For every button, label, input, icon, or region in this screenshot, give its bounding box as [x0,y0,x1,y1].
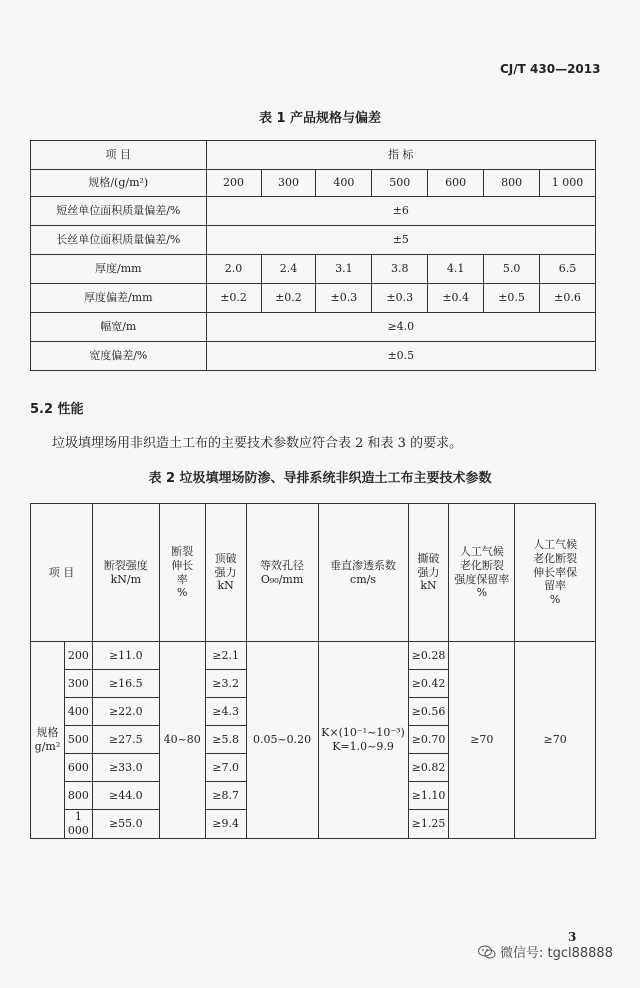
table1-merged-cell: ≥4.0 [206,313,595,342]
table1-cell: 300 [261,170,316,197]
table2-burst-cell: ≥8.7 [205,782,246,810]
table1-cell: 200 [206,170,261,197]
table1-cell: ±0.6 [540,284,596,313]
table2-strength-cell: ≥33.0 [92,754,159,782]
table1-caption: 表 1 产品规格与偏差 [258,111,382,126]
table1-merged-cell: ±0.5 [206,342,595,371]
table2-head-strength: 断裂强度 kN/m [92,504,159,642]
table2-head-pore: 等效孔径 O₉₀/mm [246,504,318,642]
table2 [30,503,596,839]
table2-tear-cell: ≥0.42 [408,670,449,698]
table1-row-label: 宽度偏差/% [31,342,207,371]
table1-cell: 600 [428,170,484,197]
table2-head-elongation: 断裂 伸长 率 % [159,504,205,642]
table2-spec-cell: 500 [64,726,92,754]
table1-cell: ±0.2 [261,284,316,313]
table1-cell: 2.0 [206,255,261,284]
table2-pore-cell: 0.05~0.20 [246,642,318,839]
wechat-icon [478,945,496,959]
table2-burst-cell: ≥9.4 [205,810,246,839]
table1-merged-cell: ±5 [206,226,595,255]
table2-strength-cell: ≥27.5 [92,726,159,754]
page-number: 3 [568,930,577,944]
table1-merged-cell: ±6 [206,197,595,226]
table2-strength-cell: ≥55.0 [92,810,159,839]
table1-row-label: 短丝单位面积质量偏差/% [31,197,207,226]
table1-row-label: 幅宽/m [31,313,207,342]
table1-head-item: 项 目 [31,141,207,170]
table2-strength-cell: ≥11.0 [92,642,159,670]
table2-head-item: 项 目 [31,504,93,642]
table2-strength-cell: ≥22.0 [92,698,159,726]
table1-cell: 4.1 [428,255,484,284]
table1-row [31,313,596,342]
table2-row [31,642,596,670]
section-heading: 5.2 性能 [30,402,84,417]
table1-row-label: 长丝单位面积质量偏差/% [31,226,207,255]
table1-cell: 2.4 [261,255,316,284]
table2-burst-cell: ≥4.3 [205,698,246,726]
table1-cell: ±0.2 [206,284,261,313]
table2-head-aging-strength: 人工气候 老化断裂 强度保留率 % [449,504,515,642]
table2-aging-strength-cell: ≥70 [449,642,515,839]
table1-cell: 3.1 [316,255,372,284]
table1-row-label: 规格/(g/m²) [31,170,207,197]
table2-spec-cell: 400 [64,698,92,726]
table1-cell: 800 [484,170,540,197]
table1-cell: 400 [316,170,372,197]
table1-cell: 500 [372,170,428,197]
table2-burst-cell: ≥2.1 [205,642,246,670]
table1-row [31,255,596,284]
table2-head-burst: 顶破 强力 kN [205,504,246,642]
table2-burst-cell: ≥7.0 [205,754,246,782]
table2-spec-cell: 300 [64,670,92,698]
table1-cell: 1 000 [540,170,596,197]
table2-tear-cell: ≥0.28 [408,642,449,670]
table2-spec-cell: 600 [64,754,92,782]
table1-cell: ±0.5 [484,284,540,313]
table2-burst-cell: ≥5.8 [205,726,246,754]
table2-spec-cell: 800 [64,782,92,810]
table1-cell: 5.0 [484,255,540,284]
table1-row-label: 厚度/mm [31,255,207,284]
table2-tear-cell: ≥1.10 [408,782,449,810]
table1-cell: ±0.3 [316,284,372,313]
table2-permeability-cell: K×(10⁻¹~10⁻³) K=1.0~9.9 [318,642,408,839]
table1-cell: ±0.4 [428,284,484,313]
body-paragraph: 垃圾填埋场用非织造土工布的主要技术参数应符合表 2 和表 3 的要求。 [52,436,463,451]
table1-row [31,284,596,313]
table2-row-group-label: 规格 g/m² [31,642,65,839]
table1-row-label: 厚度偏差/mm [31,284,207,313]
table1-cell: ±0.3 [372,284,428,313]
table1-row [31,342,596,371]
table2-elongation-cell: 40~80 [159,642,205,839]
table2-burst-cell: ≥3.2 [205,670,246,698]
table1-row [31,170,596,197]
table2-tear-cell: ≥0.56 [408,698,449,726]
table2-strength-cell: ≥16.5 [92,670,159,698]
table1-cell: 3.8 [372,255,428,284]
table2-spec-cell: 200 [64,642,92,670]
watermark-text: 微信号: tgcl88888 [500,946,613,961]
table2-caption: 表 2 垃圾填埋场防渗、导排系统非织造土工布主要技术参数 [148,471,492,486]
table1-row [31,197,596,226]
watermark [478,942,613,961]
table2-aging-elongation-cell: ≥70 [515,642,596,839]
standard-code: CJ/T 430—2013 [500,62,601,76]
table2-head-permeability: 垂直渗透系数 cm/s [318,504,408,642]
table1-head-index: 指 标 [206,141,595,170]
table1-cell: 6.5 [540,255,596,284]
table2-strength-cell: ≥44.0 [92,782,159,810]
table1 [30,140,596,371]
table2-spec-cell: 1 000 [64,810,92,839]
table1-row [31,226,596,255]
table2-head-tear: 撕破 强力 kN [408,504,449,642]
table2-tear-cell: ≥1.25 [408,810,449,839]
table2-tear-cell: ≥0.82 [408,754,449,782]
table2-head-aging-elongation: 人工气候 老化断裂 伸长率保 留率 % [515,504,596,642]
table2-tear-cell: ≥0.70 [408,726,449,754]
